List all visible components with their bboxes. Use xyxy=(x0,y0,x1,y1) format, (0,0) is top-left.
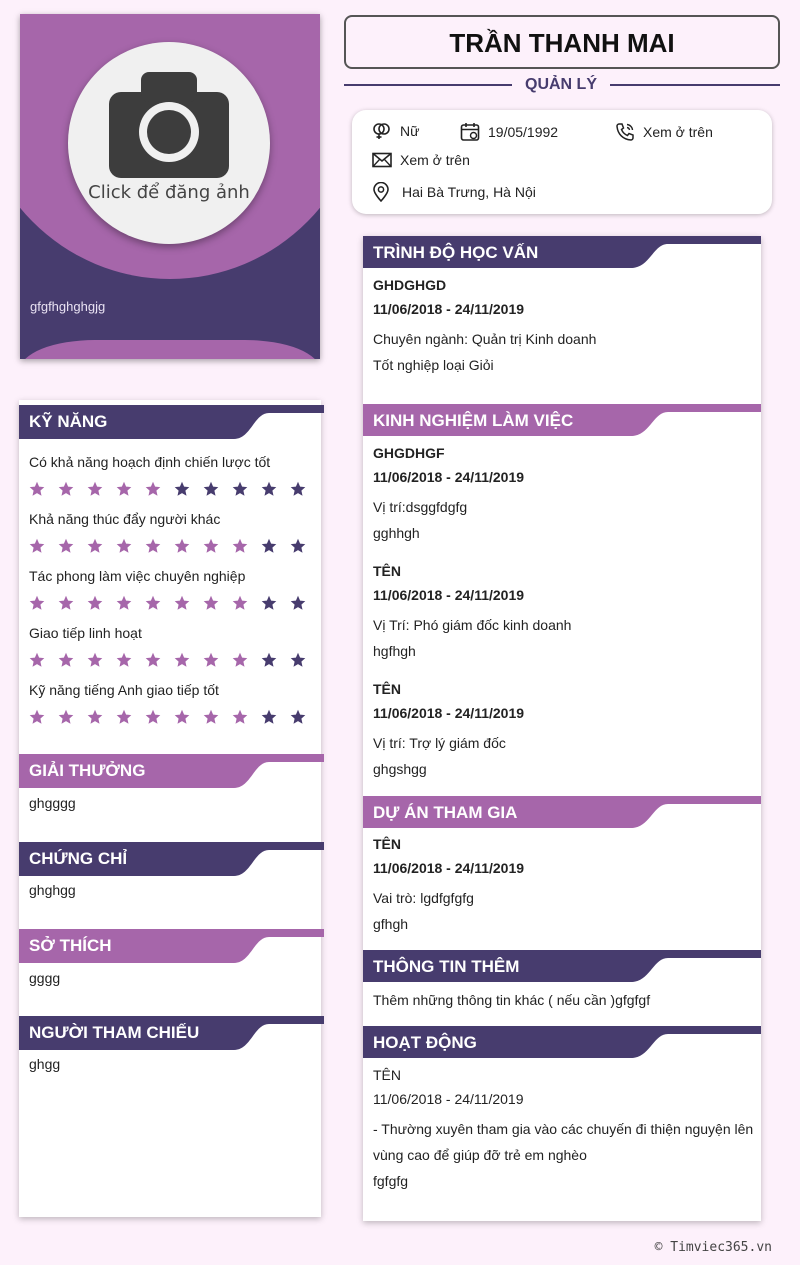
experience-company[interactable]: TÊN xyxy=(373,563,401,579)
star-icon[interactable] xyxy=(167,481,196,501)
star-icon[interactable] xyxy=(80,652,109,672)
star-icon[interactable] xyxy=(138,481,167,501)
star-icon[interactable] xyxy=(283,652,312,672)
star-icon[interactable] xyxy=(196,652,225,672)
star-icon[interactable] xyxy=(167,595,196,615)
star-icon[interactable] xyxy=(225,538,254,558)
star-icon[interactable] xyxy=(138,595,167,615)
star-icon[interactable] xyxy=(254,709,283,729)
star-icon[interactable] xyxy=(138,538,167,558)
project-role[interactable]: Vai trò: lgdfgfgfg xyxy=(373,890,474,906)
projects-header: DỰ ÁN THAM GIA xyxy=(363,796,761,830)
address-row xyxy=(372,182,536,202)
project-name[interactable]: TÊN xyxy=(373,836,401,852)
star-icon[interactable] xyxy=(109,595,138,615)
star-icon[interactable] xyxy=(22,481,51,501)
star-icon[interactable] xyxy=(80,481,109,501)
photo-card xyxy=(20,14,320,359)
activity-description-line[interactable]: fgfgfg xyxy=(373,1173,409,1189)
skill-name[interactable]: Giao tiếp linh hoạt xyxy=(29,625,142,641)
star-icon[interactable] xyxy=(225,595,254,615)
references-header: NGƯỜI THAM CHIẾU xyxy=(19,1016,324,1050)
calendar-icon xyxy=(460,122,480,142)
job-title[interactable]: QUẢN LÝ xyxy=(512,74,610,96)
certificates-header: CHỨNG CHỈ xyxy=(19,842,324,876)
footer-credit: © Timviec365.vn xyxy=(654,1240,772,1255)
skill-rating[interactable] xyxy=(22,538,312,558)
star-icon[interactable] xyxy=(51,538,80,558)
star-icon[interactable] xyxy=(283,595,312,615)
star-icon[interactable] xyxy=(254,481,283,501)
star-icon[interactable] xyxy=(283,709,312,729)
star-icon[interactable] xyxy=(167,652,196,672)
experience-dates[interactable]: 11/06/2018 - 24/11/2019 xyxy=(373,469,525,485)
star-icon[interactable] xyxy=(167,538,196,558)
hobbies-header: SỞ THÍCH xyxy=(19,929,324,963)
star-icon[interactable] xyxy=(196,538,225,558)
upload-photo-button[interactable] xyxy=(68,42,270,244)
star-icon[interactable] xyxy=(196,595,225,615)
star-icon[interactable] xyxy=(225,652,254,672)
education-grade[interactable]: Tốt nghiệp loại Giỏi xyxy=(373,357,494,373)
experience-description[interactable]: ghgshgg xyxy=(373,761,427,777)
gender-icon xyxy=(372,122,392,140)
education-major[interactable]: Chuyên ngành: Quản trị Kinh doanh xyxy=(373,331,597,347)
experience-position[interactable]: Vị trí:dsggfdgfg xyxy=(373,499,468,515)
star-icon[interactable] xyxy=(51,652,80,672)
star-icon[interactable] xyxy=(138,709,167,729)
star-icon[interactable] xyxy=(283,481,312,501)
activities-header: HOẠT ĐỘNG xyxy=(363,1026,761,1060)
star-icon[interactable] xyxy=(196,709,225,729)
awards-header: GIẢI THƯỞNG xyxy=(19,754,324,788)
hobbies-text[interactable]: gggg xyxy=(29,970,61,986)
references-text[interactable]: ghgg xyxy=(29,1056,61,1072)
star-icon[interactable] xyxy=(51,709,80,729)
experience-header: KINH NGHIỆM LÀM VIỆC xyxy=(363,404,761,438)
camera-icon xyxy=(109,72,229,178)
star-icon[interactable] xyxy=(109,538,138,558)
star-icon[interactable] xyxy=(22,652,51,672)
star-icon[interactable] xyxy=(254,595,283,615)
activity-dates[interactable]: 11/06/2018 - 24/11/2019 xyxy=(373,1091,524,1107)
project-dates[interactable]: 11/06/2018 - 24/11/2019 xyxy=(373,860,525,876)
star-icon[interactable] xyxy=(22,595,51,615)
activity-description-line[interactable]: vùng cao để giúp đỡ trẻ em nghèo xyxy=(373,1147,587,1163)
skill-rating[interactable] xyxy=(22,652,312,672)
skills-header: KỸ NĂNG xyxy=(19,405,324,439)
upload-photo-label: Click để đăng ảnh xyxy=(88,182,250,203)
location-pin-icon xyxy=(372,182,390,202)
photo-bottom-shape xyxy=(20,340,320,359)
skill-rating[interactable] xyxy=(22,709,312,729)
experience-dates[interactable]: 11/06/2018 - 24/11/2019 xyxy=(373,587,525,603)
star-icon[interactable] xyxy=(254,652,283,672)
email-row xyxy=(372,152,470,168)
star-icon[interactable] xyxy=(80,538,109,558)
star-icon[interactable] xyxy=(167,709,196,729)
birthday-value[interactable]: 19/05/1992 xyxy=(488,124,559,140)
birthday-row xyxy=(460,122,558,142)
experience-position[interactable]: Vị Trí: Phó giám đốc kinh doanh xyxy=(373,617,572,633)
address-value[interactable]: Hai Bà Trưng, Hà Nội xyxy=(402,184,536,200)
certificates-text[interactable]: ghghgg xyxy=(29,882,76,898)
skill-name[interactable]: Kỹ năng tiếng Anh giao tiếp tốt xyxy=(29,682,219,698)
contact-info xyxy=(352,110,772,214)
phone-value[interactable]: Xem ở trên xyxy=(643,124,713,140)
skill-name[interactable]: Tác phong làm việc chuyên nghiệp xyxy=(29,568,246,584)
envelope-icon xyxy=(372,152,392,168)
experience-position[interactable]: Vị trí: Trợ lý giám đốc xyxy=(373,735,506,751)
project-description[interactable]: gfhgh xyxy=(373,916,409,932)
gender-value[interactable]: Nữ xyxy=(400,123,420,139)
right-column xyxy=(363,236,761,1221)
full-name[interactable]: TRẦN THANH MAI xyxy=(344,15,780,69)
awards-text[interactable]: ghgggg xyxy=(29,795,76,811)
star-icon[interactable] xyxy=(109,709,138,729)
star-icon[interactable] xyxy=(225,481,254,501)
star-icon[interactable] xyxy=(283,538,312,558)
education-header: TRÌNH ĐỘ HỌC VẤN xyxy=(363,236,761,270)
activity-name[interactable]: TÊN xyxy=(373,1067,401,1083)
education-school[interactable]: GHDGHGD xyxy=(373,277,447,293)
more-info-text[interactable]: Thêm những thông tin khác ( nếu cần )gfgfgf xyxy=(373,992,651,1008)
phone-icon xyxy=(615,122,635,142)
skill-name[interactable]: Khả năng thúc đẩy người khác xyxy=(29,511,221,527)
education-dates[interactable]: 11/06/2018 - 24/11/2019 xyxy=(373,301,525,317)
skill-rating[interactable] xyxy=(22,481,312,501)
more-info-header: THÔNG TIN THÊM xyxy=(363,950,761,984)
experience-dates[interactable]: 11/06/2018 - 24/11/2019 xyxy=(373,705,525,721)
experience-description[interactable]: gghhgh xyxy=(373,525,420,541)
star-icon[interactable] xyxy=(138,652,167,672)
experience-company[interactable]: GHGDHGF xyxy=(373,445,445,461)
star-icon[interactable] xyxy=(22,538,51,558)
career-objective[interactable]: gfgfhghghgjg xyxy=(30,299,106,314)
phone-row xyxy=(615,122,713,142)
gender-row xyxy=(372,122,419,140)
email-value[interactable]: Xem ở trên xyxy=(400,152,470,168)
star-icon[interactable] xyxy=(254,538,283,558)
activity-description-line[interactable]: - Thường xuyên tham gia vào các chuyến đi thiện nguyện lên xyxy=(373,1121,754,1137)
star-icon[interactable] xyxy=(109,652,138,672)
star-icon[interactable] xyxy=(51,481,80,501)
experience-description[interactable]: hgfhgh xyxy=(373,643,416,659)
left-column xyxy=(19,400,321,1217)
star-icon[interactable] xyxy=(109,481,138,501)
star-icon[interactable] xyxy=(51,595,80,615)
star-icon[interactable] xyxy=(80,709,109,729)
star-icon[interactable] xyxy=(80,595,109,615)
experience-company[interactable]: TÊN xyxy=(373,681,401,697)
star-icon[interactable] xyxy=(196,481,225,501)
star-icon[interactable] xyxy=(225,709,254,729)
star-icon[interactable] xyxy=(22,709,51,729)
skill-rating[interactable] xyxy=(22,595,312,615)
skill-name[interactable]: Có khả năng hoạch định chiến lược tốt xyxy=(29,454,271,470)
